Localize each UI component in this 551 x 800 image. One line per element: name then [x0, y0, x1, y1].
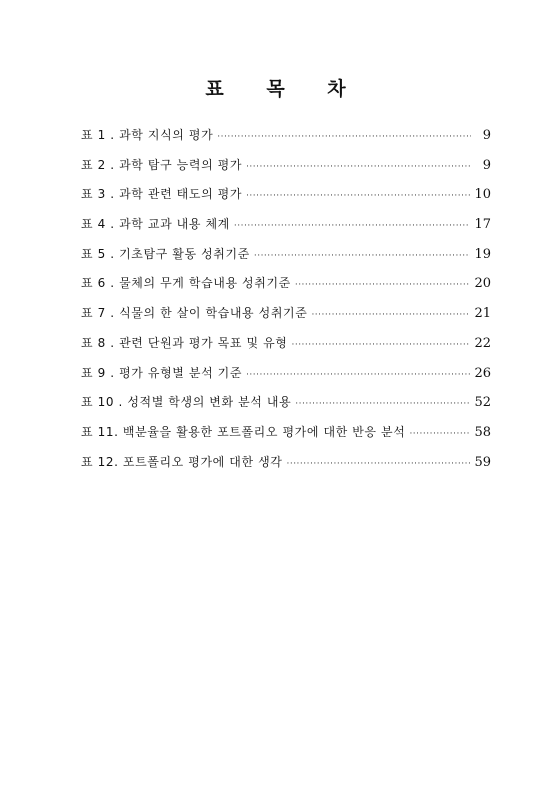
- toc-entry-page: 10: [474, 187, 491, 203]
- toc-entry-label: 표 12. 포트폴리오 평가에 대한 생각: [81, 454, 283, 469]
- toc-entry-page: 26: [474, 365, 491, 381]
- toc-entry-page: 20: [474, 276, 491, 292]
- toc-entry: [81, 334, 491, 364]
- toc-entry: [81, 453, 491, 483]
- toc-entry: [81, 423, 491, 453]
- toc-entry-page: 22: [474, 335, 491, 351]
- toc-entry-label: 표 10 . 성적별 학생의 변화 분석 내용: [81, 395, 292, 410]
- toc-entry-page: 9: [482, 157, 491, 173]
- toc-leader-dots: [217, 132, 471, 142]
- toc-leader-dots: [246, 370, 470, 380]
- toc-entry-label: 표 3 . 과학 관련 태도의 평가: [81, 187, 243, 202]
- toc-leader-dots: [234, 221, 471, 231]
- toc-entry-page: 59: [474, 454, 491, 470]
- toc-entry: [81, 274, 491, 304]
- toc-entry-page: 52: [474, 395, 491, 411]
- toc-leader-dots: [295, 399, 470, 409]
- toc-leader-dots: [295, 280, 471, 290]
- toc-leader-dots: [409, 429, 470, 439]
- toc-entry: [81, 364, 491, 394]
- toc-entry-label: 표 2 . 과학 탐구 능력의 평가: [81, 157, 243, 172]
- toc-leader-dots: [311, 310, 470, 320]
- toc-entry: [81, 245, 491, 275]
- toc-leader-dots: [291, 340, 470, 350]
- toc-entry-label: 표 8 . 관련 단원과 평가 목표 및 유형: [81, 335, 288, 350]
- toc-entry-page: 17: [474, 217, 491, 233]
- toc-entry: [81, 215, 491, 245]
- toc-entry: [81, 185, 491, 215]
- toc-entry-label: 표 4 . 과학 교과 내용 체계: [81, 217, 230, 232]
- toc-leader-dots: [246, 162, 471, 172]
- toc-entry-label: 표 5 . 기초탐구 활동 성취기준: [81, 246, 250, 261]
- toc-leader-dots: [286, 459, 470, 469]
- page-title: 표 목 차: [205, 78, 364, 100]
- toc-entry-label: 표 6 . 물체의 무게 학습내용 성취기준: [81, 276, 291, 291]
- toc-entry-label: 표 11. 백분율을 활용한 포트폴리오 평가에 대한 반응 분석: [81, 424, 406, 439]
- toc-entry: [81, 304, 491, 334]
- toc-entry-label: 표 1 . 과학 지식의 평가: [81, 128, 214, 142]
- toc-entry-page: 9: [482, 128, 491, 143]
- toc-entry-label: 표 7 . 식물의 한 살이 학습내용 성취기준: [81, 306, 308, 321]
- toc-entry-page: 19: [474, 246, 491, 262]
- toc-leader-dots: [254, 251, 471, 261]
- toc-entry-label: 표 9 . 평가 유형별 분석 기준: [81, 365, 243, 380]
- toc-entry: [81, 156, 491, 186]
- toc-leader-dots: [246, 191, 470, 201]
- table-of-contents: [81, 126, 491, 482]
- toc-entry: [81, 393, 491, 423]
- toc-entry: [81, 126, 491, 156]
- toc-entry-page: 21: [474, 306, 491, 322]
- toc-entry-page: 58: [474, 424, 491, 440]
